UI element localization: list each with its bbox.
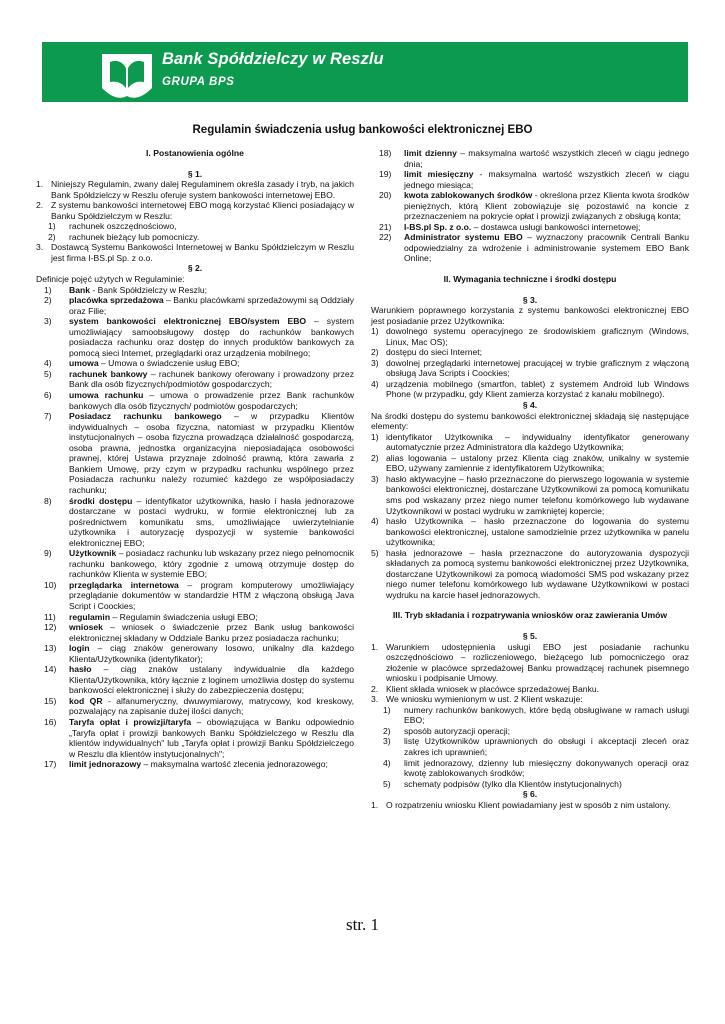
definition-item: 10) przeglądarka internetowa – program komputerowy umożliwiający przeglądanie dokumentów w standardzie HTM z włączoną obsługą Java Script i Coockies; — [44, 579, 354, 611]
definition-item: 2) placówka sprzedażowa – Banku placówkami sprzedażowymi są Oddziały oraz Filie; — [44, 295, 354, 316]
page-number: str. 1 — [345, 915, 380, 934]
list-item: 2. Klient składa wniosek w placówce sprzedażowej Banku. — [371, 683, 600, 694]
definition-item: 12) wniosek – wniosek o świadczenie przez Bank usług bankowości elektronicznej składany w Oddziale Banku przez posiadacza rachunku; — [44, 622, 354, 643]
list-item: 2) sposób autoryzacji operacji; — [383, 725, 511, 736]
definition-item: 17) limit jednorazowy – maksymalna wartość zlecenia jednorazowego; — [44, 759, 328, 770]
list-item: 5) schematy podpisów (tylko dla Klientów instytucjonalnych) — [383, 778, 622, 789]
list-item: 2) dostępu do sieci Internet; — [371, 347, 483, 358]
list-item: 3. Dostawcą Systemu Bankowości Internetowej w Banku Spółdzielczym w Reszlu jest firma I-BS.pl Sp. z o.o. — [36, 242, 354, 263]
definition-item: 15) kod QR - alfanumeryczny, dwuwymiarowy, matrycowy, kod kreskowy, pozwalający na zapisanie dużej ilości danych; — [44, 695, 354, 717]
paragraph-number: § 1. — [187, 168, 203, 179]
definition-item: 3) system bankowości elektronicznej EBO/system EBO – system umożliwiający samoobsługowy dostęp do rachunków bankowych posiadacza rachunku oraz dostęp do innych produktów bankowych za pomocą sieci Internet, przeglądarki oraz urządzenia mobilnego; — [44, 316, 354, 358]
section-heading: I. Postanowienia ogólne — [146, 148, 244, 158]
list-item: 4) hasło Użytkownika – hasło przeznaczone do logowania do systemu bankowości elektronicznej, ustalone samodzielnie przez użytkownika w panelu użytkownika; — [371, 516, 689, 548]
list-item: 1) rachunek oszczędnościowo, — [48, 221, 177, 232]
definition-item: 11) regulamin – Regulamin świadczenia usługi EBO; — [44, 611, 258, 622]
list-item: 2. Z systemu bankowości internetowej EBO mogą korzystać Klienci posiadający w Banku Spółdzielczym w Reszlu: — [36, 200, 354, 221]
list-item: 3. We wniosku wymienionym w ust. 2 Klient wskazuje: — [371, 694, 583, 705]
list-item: 4) limit jednorazowy, dzienny lub miesięczny dokonywanych operacji oraz kwotę zablokowanych środków; — [383, 757, 689, 779]
section-heading: II. Wymagania techniczne i środki dostępu — [443, 274, 617, 285]
list-item: 2) rachunek bieżący lub pomocniczy. — [48, 231, 200, 242]
definition-item: 16) Taryfa opłat i prowizji/taryfa – obowiązująca w Banku odpowiednio „Taryfa opłat i prowizji bankowych Banku Spółdzielczego w Reszlu dla klientów indywidualnych" lub „Taryfa opłat i prowizji Banku Spółdzielczego w Reszlu dla klientów instytucjonalnych"; — [44, 716, 354, 759]
paragraph-number: § 3. — [522, 294, 538, 305]
list-item: 1. Niniejszy Regulamin, zwany dalej Regulaminem określa zasady i tryb, na jakich Bank Spółdzielczy w Reszlu oferuje system bankowości internetowej EBO. — [36, 179, 354, 200]
document-title: Regulamin świadczenia usług bankowości elektronicznej EBO — [192, 124, 533, 136]
paragraph-intro: Na środki dostępu do systemu bankowości elektronicznej składają się następujące elementy: — [371, 410, 689, 432]
list-item: 1. Warunkiem udostępnienia usługi EBO jest posiadanie rachunku oszczędnościowo – rozliczeniowego, bieżącego lub pomocniczego oraz złożenie w placówce sprzedażowej Banku prowadzącej rachunek pisemnego wniosku i podpisanie Umowy. — [371, 641, 689, 684]
list-item: 3) hasło aktywacyjne – hasło przeznaczone do pierwszego logowania w systemie bankowości elektronicznej, dostarczane Użytkownikowi za pomocą komunikatu sms pod wskazany przez niego numer telefonu komórkowego lub wydawane Użytkownikowi w postaci wydruku w zamkniętej kopercie; — [371, 473, 689, 516]
definition-item: 7) Posiadacz rachunku bankowego – w przypadku Klientów indywidualnych – osoba fizyczna, natomiast w przypadku Klientów instytucjonalnych – osoba fizyczna prowadząca działalność gospodarczą, osoba prawna, jednostka organizacyjna nieposiadająca osobowości prawnej, której Ustawa przyznaje zdolność prawną, która zawarła z Bankiem Umowę, przy czym w przypadku rachunku wspólnego przez Posiadacza rachunku należy rozumieć każdego ze współposiadaczy rachunku; — [44, 411, 355, 495]
paragraph-number: § 6. — [522, 789, 538, 800]
paragraph-number: § 2. — [187, 263, 203, 274]
bank-logo-icon — [98, 48, 156, 102]
left-column — [36, 148, 354, 770]
list-item: 1) dowolnego systemu operacyjnego ze środowiskiem graficznym (Windows, Linux, Mac OS); — [371, 326, 689, 347]
definition-item: 8) środki dostępu – identyfikator użytkownika, hasło i hasła jednorazowe dostarczane w postaci wydruku, w formie elektronicznej lub za pośrednictwem komunikatu sms, umożliwiające uwierzytelnianie użytkownika i autoryzację dyspozycji w systemie bankowości elektronicznej EBO; — [44, 495, 354, 548]
definition-item: 18) limit dzienny – maksymalna wartość wszystkich zleceń w ciągu jednego dnia; — [379, 148, 689, 169]
paragraph-intro: Warunkiem poprawnego korzystania z systemu bankowości elektronicznej EBO jest posiadanie przez Użytkownika: — [371, 305, 689, 326]
list-item: 1. O rozpatrzeniu wniosku Klient powiadamiany jest w sposób z nim ustalony. — [371, 799, 671, 810]
right-column — [371, 148, 689, 810]
bank-name: Bank Spółdzielczy w Reszlu — [162, 50, 384, 68]
section-heading: III. Tryb składania i rozpatrywania wniosków oraz zawierania Umów — [392, 610, 668, 621]
paragraph-number: § 5. — [522, 630, 538, 641]
definition-item: 20) kwota zablokowanych środków - określona przez Klienta kwota środków pieniężnych, którą Klient zobowiązuje się pozostawić na koncie z przeznaczeniem na pokrycie opłat i prowizji związanych z obsługą konta; — [379, 190, 689, 222]
definitions-intro: Definicje pojęć użytych w Regulaminie: — [36, 274, 185, 285]
list-item: 3) listę Użytkowników uprawnionych do obsługi i akceptacji zleceń oraz zakres ich uprawnień; — [383, 736, 689, 757]
definition-item: 13) login – ciąg znaków generowany losowo, unikalny dla każdego Klienta/Użytkownika (identyfikator); — [44, 643, 354, 664]
list-item: 4) urządzenia mobilnego (smartfon, tablet) z systemem Android lub Windows Phone (w przypadku, gdy Klient zamierza korzystać z kanału mobilnego). — [371, 378, 689, 400]
definition-item: 14) hasło – ciąg znaków ustalany indywidualnie dla każdego Klienta/Użytkownika, który łącznie z loginem umożliwia dostęp do systemu bankowości elektronicznej i służy do zabezpieczenia dostępu; — [44, 664, 354, 696]
list-item: 1) numery rachunków bankowych, które będą obsługiwane w ramach usługi EBO; — [383, 704, 689, 726]
definition-item: 9) Użytkownik – posiadacz rachunku lub wskazany przez niego pełnomocnik rachunku bankowego, który zgodnie z umową otrzymuje dostęp do rachunków Klienta w systemie EBO; — [44, 548, 354, 580]
definition-item: 5) rachunek bankowy – rachunek bankowy oferowany i prowadzony przez Bank dla osób fizycznych/podmiotów gospodarczych; — [44, 368, 354, 390]
paragraph-number: § 4. — [522, 400, 538, 411]
list-item: 5) hasła jednorazowe – hasła przeznaczone do autoryzowania dyspozycji składanych za pomocą systemu bankowości elektronicznej przez Użytkownika, dostarczane Użytkownikowi za pomocą wiadomości SMS pod wskazany przez niego numer telefonu komórkowego lub wydawane Użytkownikowi w postaci wydruku na karcie haseł jednorazowych. — [371, 547, 689, 600]
list-item: 1) identyfikator Użytkownika – indywidualny identyfikator generowany automatycznie przez Administratora dla każdego Użytkownika; — [371, 431, 689, 453]
definition-item: 4) umowa – Umowa o świadczenie usług EBO; — [44, 358, 240, 369]
definition-item: 22) Administrator systemu EBO – wyznaczony pracownik Centrali Banku odpowiedzialny za wdrożenie i administrowanie systemem EBO Bank Online; — [379, 232, 689, 264]
definition-item: 19) limit miesięczny - maksymalna wartość wszystkich zleceń w ciągu jednego miesiąca; — [379, 169, 689, 190]
definition-item: 21) I-BS.pl Sp. z o.o. – dostawca usługi bankowości internetowej; — [379, 221, 641, 232]
definition-item: 6) umowa rachunku – umowa o prowadzenie przez Bank rachunków bankowych dla osób fizycznych/ podmiotów gospodarczych; — [44, 390, 354, 411]
bank-group: GRUPA BPS — [162, 76, 235, 88]
list-item: 2) alias logowania – ustalony przez Klienta ciąg znaków, unikalny w systemie EBO, używany zamiennie z identyfikatorem Użytkownika; — [371, 452, 689, 474]
definition-item: 1) Bank - Bank Spółdzielczy w Reszlu; — [44, 284, 208, 295]
list-item: 3) dowolnej przeglądarki internetowej pracującej w trybie graficznym z włączoną obsługą Java Scripts i Coockies; — [371, 357, 689, 379]
